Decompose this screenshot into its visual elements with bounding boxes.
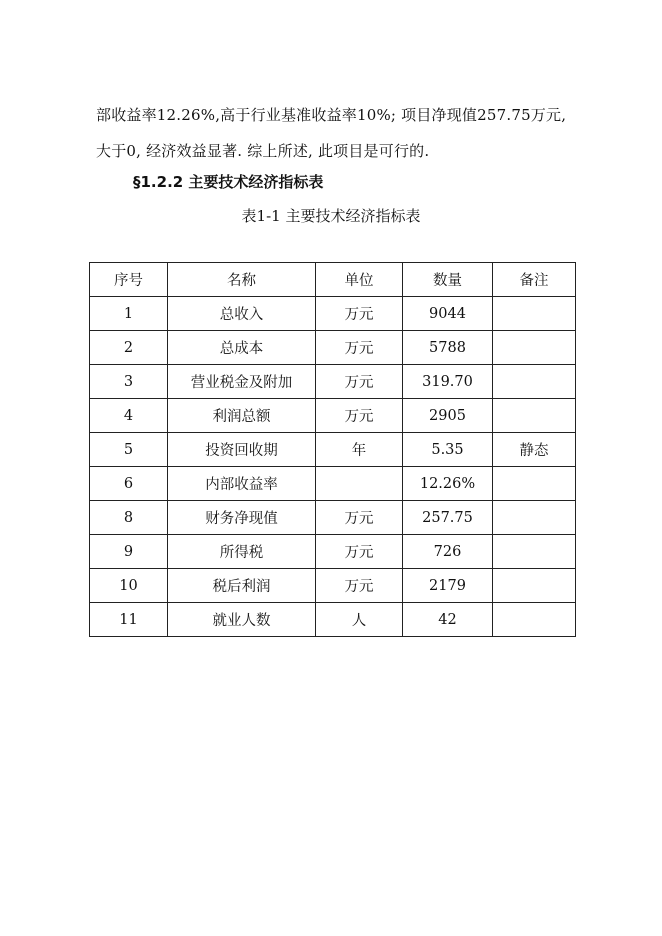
cell-unit: 年 xyxy=(316,433,403,467)
cell-no: 11 xyxy=(90,603,168,637)
table-row xyxy=(90,399,576,433)
cell-unit xyxy=(316,467,403,501)
cell-no: 6 xyxy=(90,467,168,501)
table-row xyxy=(90,297,576,331)
cell-quantity: 319.70 xyxy=(403,365,493,399)
cell-no: 8 xyxy=(90,501,168,535)
cell-name: 内部收益率 xyxy=(168,467,316,501)
cell-quantity: 2179 xyxy=(403,569,493,603)
cell-no: 5 xyxy=(90,433,168,467)
cell-quantity: 5788 xyxy=(403,331,493,365)
cell-no: 2 xyxy=(90,331,168,365)
cell-unit: 万元 xyxy=(316,365,403,399)
cell-name: 总成本 xyxy=(168,331,316,365)
cell-note xyxy=(493,535,576,569)
table-row xyxy=(90,331,576,365)
section-heading: §1.2.2 主要技术经济指标表 xyxy=(133,173,324,191)
cell-unit: 万元 xyxy=(316,535,403,569)
cell-note xyxy=(493,569,576,603)
cell-name: 所得税 xyxy=(168,535,316,569)
cell-no: 10 xyxy=(90,569,168,603)
table-row xyxy=(90,501,576,535)
cell-no: 9 xyxy=(90,535,168,569)
table-row xyxy=(90,569,576,603)
cell-unit: 万元 xyxy=(316,569,403,603)
cell-name: 税后利润 xyxy=(168,569,316,603)
cell-quantity: 257.75 xyxy=(403,501,493,535)
cell-unit: 万元 xyxy=(316,331,403,365)
table-row xyxy=(90,467,576,501)
cell-no: 3 xyxy=(90,365,168,399)
table-row xyxy=(90,433,576,467)
cell-quantity: 726 xyxy=(403,535,493,569)
header-unit: 单位 xyxy=(316,263,403,297)
cell-quantity: 12.26% xyxy=(403,467,493,501)
table-row xyxy=(90,365,576,399)
cell-quantity: 5.35 xyxy=(403,433,493,467)
cell-name: 投资回收期 xyxy=(168,433,316,467)
cell-name: 营业税金及附加 xyxy=(168,365,316,399)
cell-note xyxy=(493,297,576,331)
cell-note: 静态 xyxy=(493,433,576,467)
cell-no: 4 xyxy=(90,399,168,433)
cell-name: 总收入 xyxy=(168,297,316,331)
table-header-row xyxy=(90,263,576,297)
cell-name: 就业人数 xyxy=(168,603,316,637)
cell-unit: 万元 xyxy=(316,297,403,331)
cell-note xyxy=(493,501,576,535)
cell-quantity: 2905 xyxy=(403,399,493,433)
cell-note xyxy=(493,331,576,365)
header-quantity: 数量 xyxy=(403,263,493,297)
indicators-table xyxy=(89,262,576,637)
paragraph-line-1: 部收益率12.26%,高于行业基准收益率10%; 项目净现值257.75万元, xyxy=(96,106,567,124)
cell-quantity: 9044 xyxy=(403,297,493,331)
cell-unit: 万元 xyxy=(316,501,403,535)
cell-note xyxy=(493,467,576,501)
cell-unit: 人 xyxy=(316,603,403,637)
cell-unit: 万元 xyxy=(316,399,403,433)
cell-name: 财务净现值 xyxy=(168,501,316,535)
cell-note xyxy=(493,399,576,433)
table-row xyxy=(90,535,576,569)
table-caption: 表1-1 主要技术经济指标表 xyxy=(241,207,421,225)
cell-note xyxy=(493,603,576,637)
header-note: 备注 xyxy=(493,263,576,297)
header-name: 名称 xyxy=(168,263,316,297)
cell-name: 利润总额 xyxy=(168,399,316,433)
table-row xyxy=(90,603,576,637)
cell-no: 1 xyxy=(90,297,168,331)
header-no: 序号 xyxy=(90,263,168,297)
cell-quantity: 42 xyxy=(403,603,493,637)
paragraph-line-2: 大于0, 经济效益显著. 综上所述, 此项目是可行的. xyxy=(96,142,430,160)
cell-note xyxy=(493,365,576,399)
